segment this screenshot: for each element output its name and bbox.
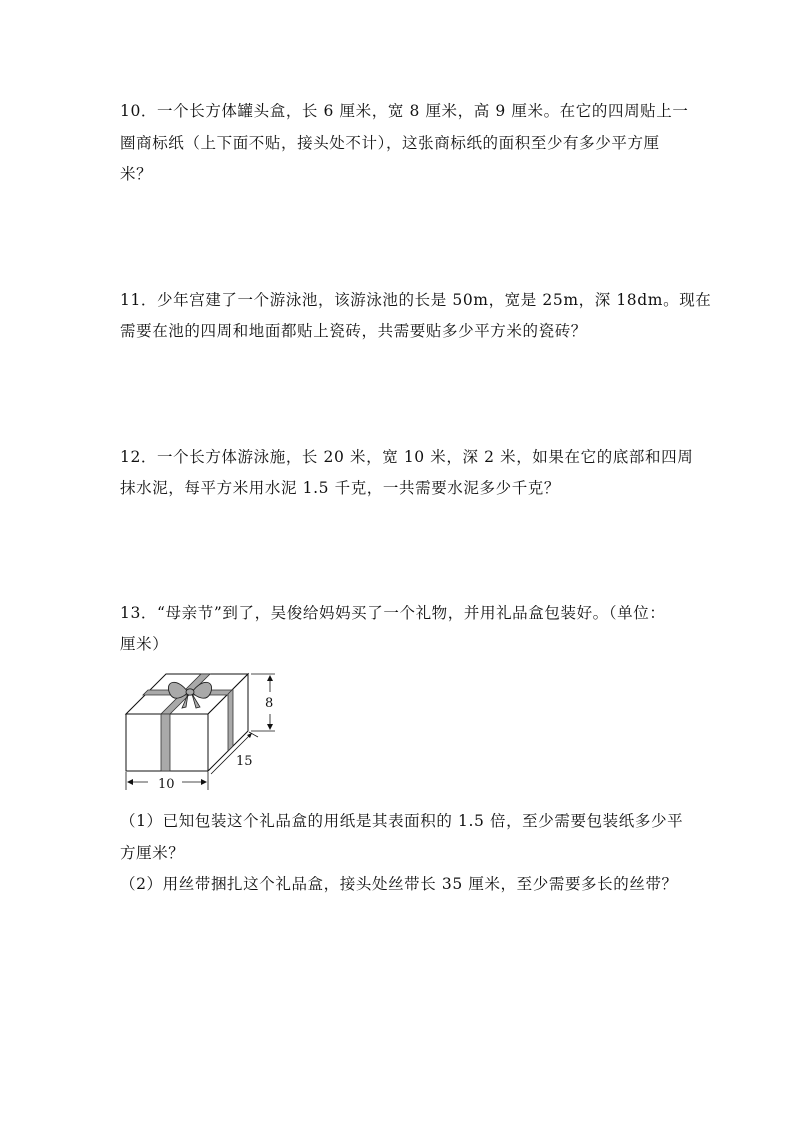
- length-label: 10: [158, 777, 175, 792]
- question-13-subpart-1-line-2: 方厘米？: [120, 844, 185, 862]
- question-11-line-1: 11．少年宫建了一个游泳池，该游泳池的长是 50m，宽是 25m，深 18dm。现在: [120, 291, 712, 309]
- question-12-line-1: 12．一个长方体游泳施，长 20 米，宽 10 米，深 2 米，如果在它的底部和四周: [120, 448, 694, 466]
- question-10-line-3: 米？: [120, 165, 153, 183]
- gift-box-figure: [118, 664, 288, 794]
- question-12-line-2: 抹水泥，每平方米用水泥 1.5 千克，一共需要水泥多少千克？: [120, 479, 561, 497]
- question-13-subpart-2: （2）用丝带捆扎这个礼品盒，接头处丝带长 35 厘米，至少需要多长的丝带？: [120, 875, 678, 893]
- ribbon-front: [161, 714, 170, 771]
- question-13-line-2: 厘米）: [120, 635, 169, 653]
- width-label: 15: [236, 754, 253, 769]
- question-13-line-1: 13．“母亲节”到了，吴俊给妈妈买了一个礼物，并用礼品盒包装好。（单位：: [120, 604, 666, 622]
- height-label: 8: [265, 696, 274, 711]
- ribbon-right: [228, 689, 233, 751]
- question-10-line-2: 圈商标纸（上下面不贴，接头处不计），这张商标纸的面积至少有多少平方厘: [120, 134, 660, 152]
- bow-knot: [186, 689, 194, 695]
- question-11-line-2: 需要在池的四周和地面都贴上瓷砖，共需要贴多少平方米的瓷砖？: [120, 322, 587, 340]
- question-10-line-1: 10．一个长方体罐头盒，长 6 厘米，宽 8 厘米，高 9 厘米。在它的四周贴上一: [120, 102, 689, 120]
- question-13-subpart-1-line-1: （1）已知包装这个礼品盒的用纸是其表面积的 1.5 倍，至少需要包装纸多少平: [120, 812, 684, 830]
